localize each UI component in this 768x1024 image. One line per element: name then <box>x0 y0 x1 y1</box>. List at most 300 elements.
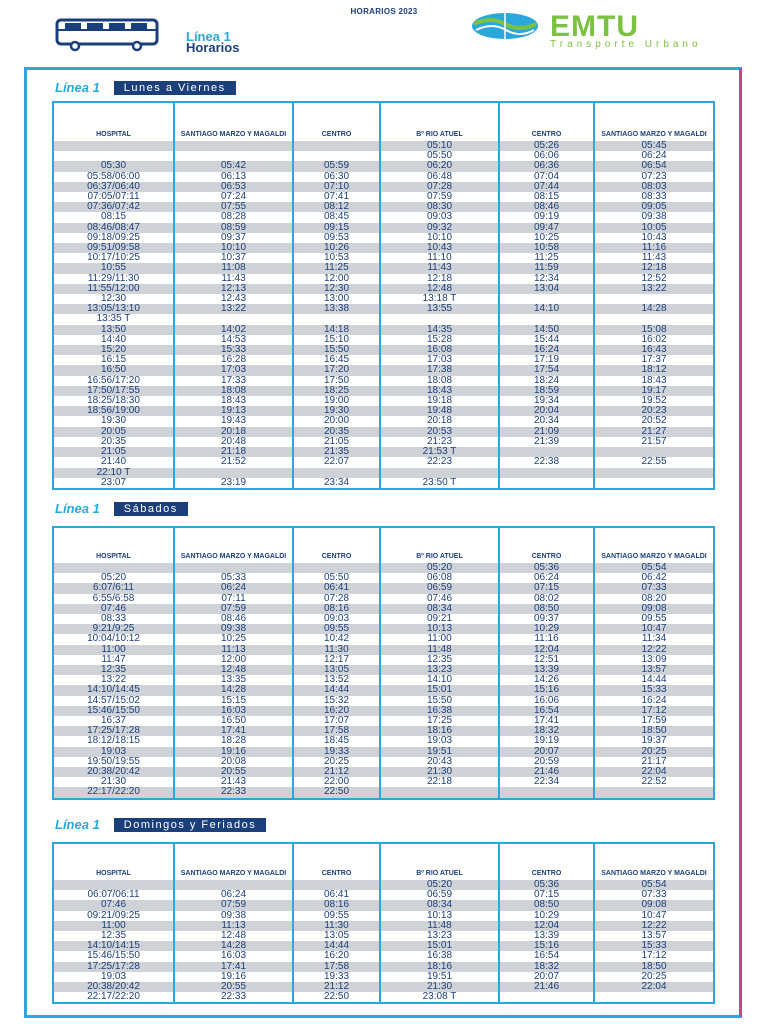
time-cell: 09:55 <box>293 911 380 921</box>
time-cell: 06:30 <box>293 172 380 182</box>
column-header: HOSPITAL <box>53 102 174 141</box>
time-cell: 08:46/08:47 <box>53 223 174 233</box>
time-cell: 16:56/17:20 <box>53 376 174 386</box>
time-cell: 15:15 <box>174 696 293 706</box>
time-cell: 15:10 <box>293 335 380 345</box>
time-cell: 13:38 <box>293 304 380 314</box>
table-row <box>53 921 714 931</box>
time-cell: 18:25/18:30 <box>53 396 174 406</box>
time-cell: 10:55 <box>53 263 174 273</box>
time-cell: 06:48 <box>380 172 499 182</box>
time-cell: 18:45 <box>293 736 380 746</box>
time-cell: 13:05 <box>293 665 380 675</box>
time-cell: 09:19 <box>499 212 594 222</box>
table-row <box>53 665 714 675</box>
time-cell: 11:25 <box>293 263 380 273</box>
time-cell: 18:16 <box>380 726 499 736</box>
time-cell <box>174 141 293 151</box>
time-cell: 08:20 <box>594 594 714 604</box>
table-row <box>53 890 714 900</box>
time-cell: 14:02 <box>174 325 293 335</box>
time-cell: 18:32 <box>499 962 594 972</box>
time-cell: 09:08 <box>594 604 714 614</box>
time-cell: 07:28 <box>293 594 380 604</box>
time-cell: 09:32 <box>380 223 499 233</box>
time-cell: 09:03 <box>293 614 380 624</box>
time-cell: 15:46/15:50 <box>53 951 174 961</box>
time-cell: 08:02 <box>499 594 594 604</box>
time-cell: 19:00 <box>293 396 380 406</box>
time-cell: 13:05/13:10 <box>53 304 174 314</box>
time-cell: 22:17/22:20 <box>53 787 174 798</box>
time-cell: 05:50 <box>380 151 499 161</box>
time-cell: 12:35 <box>380 655 499 665</box>
time-cell <box>499 478 594 489</box>
time-cell: 08:03 <box>594 182 714 192</box>
table-row <box>53 365 714 375</box>
time-cell: 17:25/17:28 <box>53 962 174 972</box>
table-row <box>53 767 714 777</box>
time-cell: 16:24 <box>499 345 594 355</box>
time-cell: 17:54 <box>499 365 594 375</box>
column-header: CENTRO <box>499 843 594 880</box>
time-cell: 20:07 <box>499 972 594 982</box>
time-cell: 05:54 <box>594 880 714 890</box>
time-cell: 12:35 <box>53 931 174 941</box>
time-cell: 23:50 T <box>380 478 499 489</box>
time-cell: 18:08 <box>380 376 499 386</box>
table-row <box>53 736 714 746</box>
time-cell <box>594 787 714 798</box>
column-header: HOSPITAL <box>53 843 174 880</box>
time-cell: 10:58 <box>499 243 594 253</box>
time-cell: 08:45 <box>293 212 380 222</box>
time-cell: 23:34 <box>293 478 380 489</box>
time-cell: 16:43 <box>594 345 714 355</box>
time-cell: 23:07 <box>53 478 174 489</box>
time-cell: 15:50 <box>293 345 380 355</box>
time-cell: 19:30 <box>293 406 380 416</box>
time-cell: 21:43 <box>174 777 293 787</box>
time-cell: 20:25 <box>293 757 380 767</box>
table-row <box>53 151 714 161</box>
time-cell: 20:48 <box>174 437 293 447</box>
time-cell: 16:08 <box>380 345 499 355</box>
time-cell: 08:12 <box>293 202 380 212</box>
table-row <box>53 243 714 253</box>
table-row <box>53 376 714 386</box>
time-cell: 11:08 <box>174 263 293 273</box>
time-cell: 07:23 <box>594 172 714 182</box>
time-cell: 19:17 <box>594 386 714 396</box>
table-row <box>53 355 714 365</box>
time-cell: 10:10 <box>380 233 499 243</box>
time-cell: 19:52 <box>594 396 714 406</box>
time-cell: 14:40 <box>53 335 174 345</box>
time-cell: 21:46 <box>499 982 594 992</box>
time-cell: 17:38 <box>380 365 499 375</box>
time-cell: 13:22 <box>594 284 714 294</box>
time-cell: 15:01 <box>380 685 499 695</box>
table-row <box>53 583 714 593</box>
time-cell: 06:24 <box>174 890 293 900</box>
time-cell: 06:54 <box>594 161 714 171</box>
time-cell: 22:38 <box>499 457 594 467</box>
time-cell: 19:43 <box>174 416 293 426</box>
year-title: HORARIOS 2023 <box>350 7 418 16</box>
time-cell: 10:43 <box>380 243 499 253</box>
table-row <box>53 655 714 665</box>
time-cell: 10:25 <box>499 233 594 243</box>
table-row <box>53 223 714 233</box>
time-cell: 07:33 <box>594 583 714 593</box>
time-cell: 14:44 <box>293 685 380 695</box>
time-cell: 15:01 <box>380 941 499 951</box>
time-cell: 05:50 <box>293 573 380 583</box>
time-cell: 10:53 <box>293 253 380 263</box>
time-cell: 09:37 <box>499 614 594 624</box>
time-cell: 13:00 <box>293 294 380 304</box>
time-cell: 20:34 <box>499 416 594 426</box>
time-cell: 15:46/15:50 <box>53 706 174 716</box>
time-cell: 16:38 <box>380 706 499 716</box>
time-cell: 22:34 <box>499 777 594 787</box>
time-cell: 15:44 <box>499 335 594 345</box>
time-cell: 06:06 <box>499 151 594 161</box>
column-header: HOSPITAL <box>53 527 174 563</box>
logo-brand: EMTU <box>550 10 639 43</box>
time-cell: 16:15 <box>53 355 174 365</box>
time-cell: 16:45 <box>293 355 380 365</box>
table-row <box>53 406 714 416</box>
time-cell: 22:52 <box>594 777 714 787</box>
time-cell: 13:22 <box>53 675 174 685</box>
time-cell: 15:33 <box>594 685 714 695</box>
section-title <box>55 80 236 95</box>
section-line-label: Línea 1 <box>55 817 100 832</box>
time-cell: 16:54 <box>499 951 594 961</box>
time-cell: 05:10 <box>380 141 499 151</box>
time-cell: 20:52 <box>594 416 714 426</box>
table-row <box>53 172 714 182</box>
time-cell: 10:29 <box>499 624 594 634</box>
time-cell: 10:05 <box>594 223 714 233</box>
time-cell: 17:12 <box>594 951 714 961</box>
column-header: SANTIAGO MARZO Y MAGALDI <box>594 527 714 563</box>
time-cell: 14:18 <box>293 325 380 335</box>
time-cell: 18:16 <box>380 962 499 972</box>
time-cell: 13:50 <box>53 325 174 335</box>
time-cell: 21:30 <box>53 777 174 787</box>
time-cell: 12:30 <box>293 284 380 294</box>
time-cell: 08:46 <box>499 202 594 212</box>
time-cell: 05:58/06:00 <box>53 172 174 182</box>
section-day-label: Lunes a Viernes <box>114 81 236 95</box>
table-row <box>53 951 714 961</box>
time-cell: 07:55 <box>174 202 293 212</box>
time-cell: 19:03 <box>380 736 499 746</box>
column-header: CENTRO <box>499 102 594 141</box>
table-row <box>53 726 714 736</box>
time-cell: 06:13 <box>174 172 293 182</box>
time-cell: 12:00 <box>174 655 293 665</box>
time-cell: 21:23 <box>380 437 499 447</box>
time-cell: 20:43 <box>380 757 499 767</box>
table-row <box>53 253 714 263</box>
table-row <box>53 900 714 910</box>
time-cell: 09:38 <box>174 911 293 921</box>
table-row <box>53 696 714 706</box>
time-cell: 18:08 <box>174 386 293 396</box>
time-cell: 19:48 <box>380 406 499 416</box>
table-row <box>53 777 714 787</box>
time-cell: 22:50 <box>293 992 380 1003</box>
time-cell: 08:16 <box>293 900 380 910</box>
time-cell: 20:35 <box>53 437 174 447</box>
time-cell: 09:47 <box>499 223 594 233</box>
time-cell: 6:07/6:11 <box>53 583 174 593</box>
time-cell: 09:21/09:25 <box>53 911 174 921</box>
time-cell: 12:22 <box>594 645 714 655</box>
time-cell: 12:48 <box>174 931 293 941</box>
time-cell: 05:33 <box>174 573 293 583</box>
time-cell: 12:17 <box>293 655 380 665</box>
time-cell: 22:18 <box>380 777 499 787</box>
time-cell: 06:53 <box>174 182 293 192</box>
time-cell: 06:42 <box>594 573 714 583</box>
time-cell: 07:10 <box>293 182 380 192</box>
time-cell: 09:18/09:25 <box>53 233 174 243</box>
timetable <box>52 101 715 490</box>
time-cell: 08:33 <box>594 192 714 202</box>
table-row <box>53 573 714 583</box>
time-cell: 12:51 <box>499 655 594 665</box>
time-cell: 20:25 <box>594 972 714 982</box>
time-cell: 07:36/07:42 <box>53 202 174 212</box>
time-cell: 22:04 <box>594 767 714 777</box>
time-cell: 10:13 <box>380 624 499 634</box>
time-cell: 18:32 <box>499 726 594 736</box>
time-cell: 12:00 <box>293 274 380 284</box>
time-cell: 12:13 <box>174 284 293 294</box>
time-cell: 19:51 <box>380 972 499 982</box>
time-cell: 19:34 <box>499 396 594 406</box>
time-cell: 18:43 <box>594 376 714 386</box>
time-cell: 10:43 <box>594 233 714 243</box>
table-row <box>53 314 714 324</box>
table-row <box>53 294 714 304</box>
time-cell: 17:41 <box>174 962 293 972</box>
time-cell: 20:05 <box>53 427 174 437</box>
time-cell <box>293 141 380 151</box>
time-cell: 12:04 <box>499 921 594 931</box>
time-cell: 17:41 <box>174 726 293 736</box>
time-cell: 16:54 <box>499 706 594 716</box>
table-row <box>53 345 714 355</box>
time-cell: 18:50 <box>594 962 714 972</box>
table-row <box>53 614 714 624</box>
time-cell: 11:00 <box>380 634 499 644</box>
time-cell: 15:16 <box>499 941 594 951</box>
time-cell: 11:16 <box>594 243 714 253</box>
table-row <box>53 685 714 695</box>
time-cell: 16:37 <box>53 716 174 726</box>
time-cell <box>499 992 594 1003</box>
time-cell: 20:35 <box>293 427 380 437</box>
time-cell: 11:43 <box>380 263 499 273</box>
table-row <box>53 284 714 294</box>
time-cell: 17:03 <box>380 355 499 365</box>
time-cell: 11:00 <box>53 645 174 655</box>
column-header: SANTIAGO MARZO Y MAGALDI <box>594 102 714 141</box>
time-cell: 21:27 <box>594 427 714 437</box>
time-cell: 11:43 <box>594 253 714 263</box>
time-cell: 17:41 <box>499 716 594 726</box>
table-row <box>53 962 714 972</box>
time-cell: 21:05 <box>53 447 174 457</box>
time-cell: 11:47 <box>53 655 174 665</box>
time-cell: 11:43 <box>174 274 293 284</box>
globe-icon <box>470 12 540 46</box>
time-cell: 07:24 <box>174 192 293 202</box>
column-header: SANTIAGO MARZO Y MAGALDI <box>174 527 293 563</box>
time-cell: 20:25 <box>594 747 714 757</box>
table-row <box>53 325 714 335</box>
time-cell <box>594 478 714 489</box>
time-cell: 22:33 <box>174 787 293 798</box>
time-cell: 16:03 <box>174 706 293 716</box>
time-cell: 17:07 <box>293 716 380 726</box>
time-cell: 08:28 <box>174 212 293 222</box>
time-cell: 18:43 <box>174 396 293 406</box>
time-cell: 08:50 <box>499 900 594 910</box>
time-cell: 12:35 <box>53 665 174 675</box>
time-cell: 11:48 <box>380 921 499 931</box>
time-cell: 18:43 <box>380 386 499 396</box>
table-row <box>53 457 714 467</box>
time-cell: 22:23 <box>380 457 499 467</box>
time-cell: 08:16 <box>293 604 380 614</box>
time-cell: 13:04 <box>499 284 594 294</box>
time-cell <box>594 468 714 478</box>
time-cell: 22:07 <box>293 457 380 467</box>
time-cell: 14:44 <box>594 675 714 685</box>
table-row <box>53 716 714 726</box>
time-cell: 10:25 <box>174 634 293 644</box>
table-row <box>53 594 714 604</box>
table-row <box>53 274 714 284</box>
time-cell: 14:28 <box>594 304 714 314</box>
time-cell: 21:12 <box>293 767 380 777</box>
time-cell: 14:53 <box>174 335 293 345</box>
table-row <box>53 233 714 243</box>
time-cell: 21:53 T <box>380 447 499 457</box>
table-row <box>53 992 714 1003</box>
time-cell: 10:47 <box>594 911 714 921</box>
time-cell: 07:46 <box>53 900 174 910</box>
table-row <box>53 437 714 447</box>
time-cell: 18:28 <box>174 736 293 746</box>
logo-tagline: Transporte Urbano <box>550 39 702 50</box>
time-cell: 11:29/11:30 <box>53 274 174 284</box>
time-cell: 13:18 T <box>380 294 499 304</box>
time-cell: 12:22 <box>594 921 714 931</box>
time-cell: 16:20 <box>293 951 380 961</box>
time-cell: 09:03 <box>380 212 499 222</box>
time-cell: 09:55 <box>594 614 714 624</box>
time-cell: 20:59 <box>499 757 594 767</box>
section-line-label: Línea 1 <box>55 80 100 95</box>
table-row <box>53 427 714 437</box>
time-cell: 21:39 <box>499 437 594 447</box>
table-row <box>53 645 714 655</box>
time-cell: 15:16 <box>499 685 594 695</box>
time-cell: 21:30 <box>380 767 499 777</box>
time-cell: 07:59 <box>174 900 293 910</box>
time-cell: 10:04/10:12 <box>53 634 174 644</box>
table-row <box>53 634 714 644</box>
time-cell: 21:46 <box>499 767 594 777</box>
time-cell: 20:07 <box>499 747 594 757</box>
time-cell: 06:24 <box>594 151 714 161</box>
time-cell: 16:28 <box>174 355 293 365</box>
time-cell: 08:33 <box>53 614 174 624</box>
time-cell: 15:08 <box>594 325 714 335</box>
table-row <box>53 396 714 406</box>
time-cell: 17:19 <box>499 355 594 365</box>
time-cell: 17:20 <box>293 365 380 375</box>
time-cell: 06:36 <box>499 161 594 171</box>
time-cell: 12:18 <box>594 263 714 273</box>
time-cell: 13:39 <box>499 931 594 941</box>
time-cell: 14:50 <box>499 325 594 335</box>
table-row <box>53 192 714 202</box>
time-cell: 19:33 <box>293 747 380 757</box>
time-cell: 10:13 <box>380 911 499 921</box>
time-cell: 16:24 <box>594 696 714 706</box>
time-cell: 11:10 <box>380 253 499 263</box>
time-cell: 16:06 <box>499 696 594 706</box>
column-header: Bº RIO ATUEL <box>380 102 499 141</box>
time-cell: 22:10 T <box>53 468 174 478</box>
time-cell: 12:48 <box>380 284 499 294</box>
time-cell: 14:57/15:02 <box>53 696 174 706</box>
time-cell: 11:48 <box>380 645 499 655</box>
time-cell: 14:28 <box>174 941 293 951</box>
time-cell: 13:57 <box>594 665 714 675</box>
time-cell: 06:20 <box>380 161 499 171</box>
time-cell: 07:15 <box>499 583 594 593</box>
time-cell: 14:10/14:45 <box>53 685 174 695</box>
time-cell: 05:36 <box>499 563 594 573</box>
time-cell: 14:10 <box>380 675 499 685</box>
column-header: CENTRO <box>293 843 380 880</box>
time-cell: 13:23 <box>380 931 499 941</box>
column-header: CENTRO <box>293 102 380 141</box>
time-cell: 18:50 <box>594 726 714 736</box>
time-cell: 18:12/18:15 <box>53 736 174 746</box>
time-cell: 06:41 <box>293 583 380 593</box>
time-cell: 13:35 <box>174 675 293 685</box>
time-cell: 05:45 <box>594 141 714 151</box>
time-cell: 6:55/6:58 <box>53 594 174 604</box>
table-row <box>53 478 714 489</box>
time-cell: 10:47 <box>594 624 714 634</box>
time-cell: 11:00 <box>53 921 174 931</box>
time-cell: 16:03 <box>174 951 293 961</box>
table-row <box>53 880 714 890</box>
time-cell: 22:17/22:20 <box>53 992 174 1003</box>
